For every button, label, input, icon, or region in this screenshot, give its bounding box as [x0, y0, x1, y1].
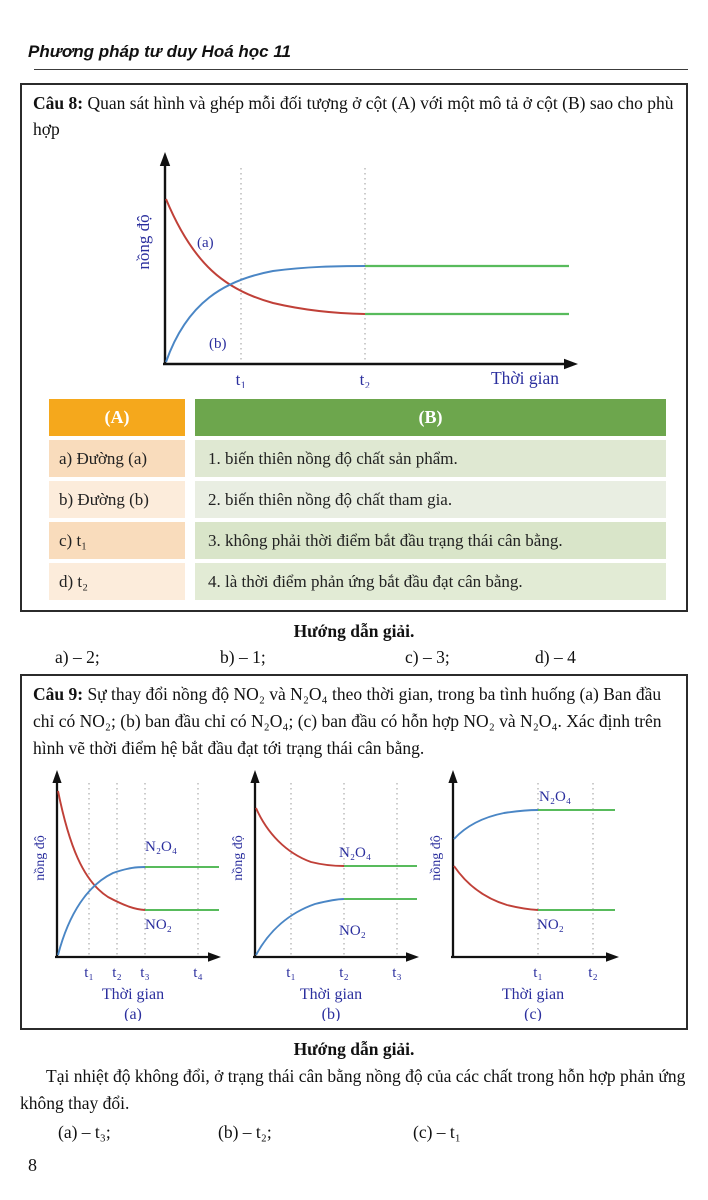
- x-axis-arrow-icon: [606, 952, 619, 962]
- header-rule: [34, 69, 688, 70]
- question-8-label: Câu 8:: [33, 93, 84, 113]
- running-header-title: Phương pháp tư duy Hoá học 11: [28, 42, 291, 61]
- answer-9a: (a) – t₃;: [58, 1122, 111, 1142]
- running-header: [28, 42, 688, 70]
- curve-a-label: (a): [197, 235, 214, 251]
- answer-8c: c) – 3;: [405, 647, 450, 667]
- curve-no2: [454, 866, 538, 910]
- question-9-box: [20, 674, 688, 1030]
- curve-b-product: [166, 266, 365, 362]
- question-9-label: Câu 9:: [33, 684, 84, 704]
- equilibrium-chart-main: [125, 144, 600, 388]
- question-8-body: Quan sát hình và ghép mỗi đối tượng ở cột (A) với một mô tả ở cột (B) sao cho phù hợp: [33, 93, 674, 139]
- curve-a-reactant: [166, 199, 365, 314]
- curve-n2o4: [256, 808, 344, 866]
- matching-table: [49, 399, 666, 600]
- x-axis-label: Thời gian: [501, 986, 565, 1003]
- question-9-text: [33, 681, 675, 762]
- y-axis-arrow-icon: [250, 770, 259, 783]
- tick-t4: t₄: [193, 965, 203, 981]
- question-8-box: [20, 83, 688, 612]
- y-axis-label: nồng độ: [231, 835, 246, 881]
- answer-9c: (c) – t₁: [413, 1122, 461, 1142]
- equilibrium-chart-a: [33, 763, 230, 1021]
- figure-c: [429, 763, 626, 1026]
- tick-t2: t₂: [112, 965, 122, 981]
- equilibrium-chart-c: [429, 763, 626, 1021]
- curve-n2o4: [58, 867, 145, 955]
- x-axis-label: Thời gian: [490, 368, 560, 388]
- tick-t3: t₃: [140, 965, 150, 981]
- solution-heading-8: Hướng dẫn giải.: [293, 621, 415, 641]
- upper-series-label: N₂O₄: [145, 839, 178, 855]
- lower-series-label: NO₂: [339, 923, 366, 939]
- x-axis-label: Thời gian: [299, 986, 363, 1003]
- y-axis-label: nồng độ: [429, 835, 444, 881]
- y-axis-label: nồng độ: [134, 214, 153, 270]
- table-row-b1: 1. biến thiên nồng độ chất sản phẩm.: [195, 440, 666, 477]
- tick-t2: t₂: [588, 965, 598, 981]
- table-row-a2: b) Đường (b): [49, 481, 185, 518]
- y-axis-arrow-icon: [448, 770, 457, 783]
- answers-row-8: [20, 647, 688, 668]
- figure-a: [33, 763, 230, 1026]
- curve-no2: [58, 791, 145, 910]
- question-9-body: Sự thay đổi nồng độ NO₂ và N₂O₄ theo thời gian, trong ba tình huống (a) Ban đầu chỉ có NO₂; (b) ban đầu chỉ có N₂O₄; (c) ban đầu có hỗn hợp NO₂ và N₂O₄. Xác định trên hình vẽ thời điểm hệ bắt đầu đạt tới trạng thái cân bằng.: [33, 684, 662, 758]
- answer-8d: d) – 4: [535, 647, 576, 667]
- tick-t2: t₂: [339, 965, 349, 981]
- question-9-figures: [33, 763, 675, 1026]
- table-header-b: (B): [195, 399, 666, 436]
- upper-series-label: N₂O₄: [339, 845, 372, 861]
- tick-t3: t₃: [392, 965, 402, 981]
- answer-8a: a) – 2;: [55, 647, 100, 667]
- x-axis-arrow-icon: [208, 952, 221, 962]
- x-axis-label: Thời gian: [101, 986, 165, 1003]
- y-axis-arrow-icon: [160, 152, 170, 166]
- x-axis-arrow-icon: [406, 952, 419, 962]
- table-row-a4: d) t₂: [49, 563, 185, 600]
- lower-series-label: NO₂: [145, 917, 172, 933]
- tick-t1: t₁: [84, 965, 94, 981]
- figure-b: [231, 763, 428, 1026]
- table-row-b2: 2. biến thiên nồng độ chất tham gia.: [195, 481, 666, 518]
- table-row-b3: 3. không phải thời điểm bắt đầu trạng thái cân bằng.: [195, 522, 666, 559]
- table-row-b4: 4. là thời điểm phản ứng bắt đầu đạt cân bằng.: [195, 563, 666, 600]
- question-8-text: [33, 90, 675, 142]
- question-8-figure: [125, 144, 675, 393]
- table-row-a3: c) t₁: [49, 522, 185, 559]
- y-axis-label: nồng độ: [33, 835, 48, 881]
- tick-t2: t₂: [359, 370, 371, 388]
- curve-b-label: (b): [209, 336, 227, 352]
- x-axis-arrow-icon: [564, 359, 578, 369]
- tick-t1: t₁: [235, 370, 247, 388]
- curve-no2: [256, 899, 344, 955]
- tick-t1: t₁: [286, 965, 296, 981]
- solution-heading-9: Hướng dẫn giải.: [293, 1039, 415, 1059]
- tick-t1: t₁: [533, 965, 543, 981]
- equilibrium-chart-b: [231, 763, 428, 1021]
- figure-caption: (c): [524, 1006, 542, 1021]
- upper-series-label: N₂O₄: [539, 789, 572, 805]
- table-header-a: (A): [49, 399, 185, 436]
- figure-caption: (b): [321, 1006, 341, 1021]
- page-number: 8: [28, 1155, 37, 1175]
- curve-n2o4: [454, 810, 538, 839]
- solution-text-9: Tại nhiệt độ không đổi, ở trạng thái cân bằng nồng độ của các chất trong hỗn hợp phản ứng không thay đổi.: [20, 1066, 686, 1113]
- y-axis-arrow-icon: [52, 770, 61, 783]
- answer-8b: b) – 1;: [220, 647, 266, 667]
- lower-series-label: NO₂: [537, 917, 564, 933]
- answer-9b: (b) – t₂;: [218, 1122, 272, 1142]
- figure-caption: (a): [124, 1006, 142, 1021]
- table-row-a1: a) Đường (a): [49, 440, 185, 477]
- answers-row-9: [20, 1122, 688, 1143]
